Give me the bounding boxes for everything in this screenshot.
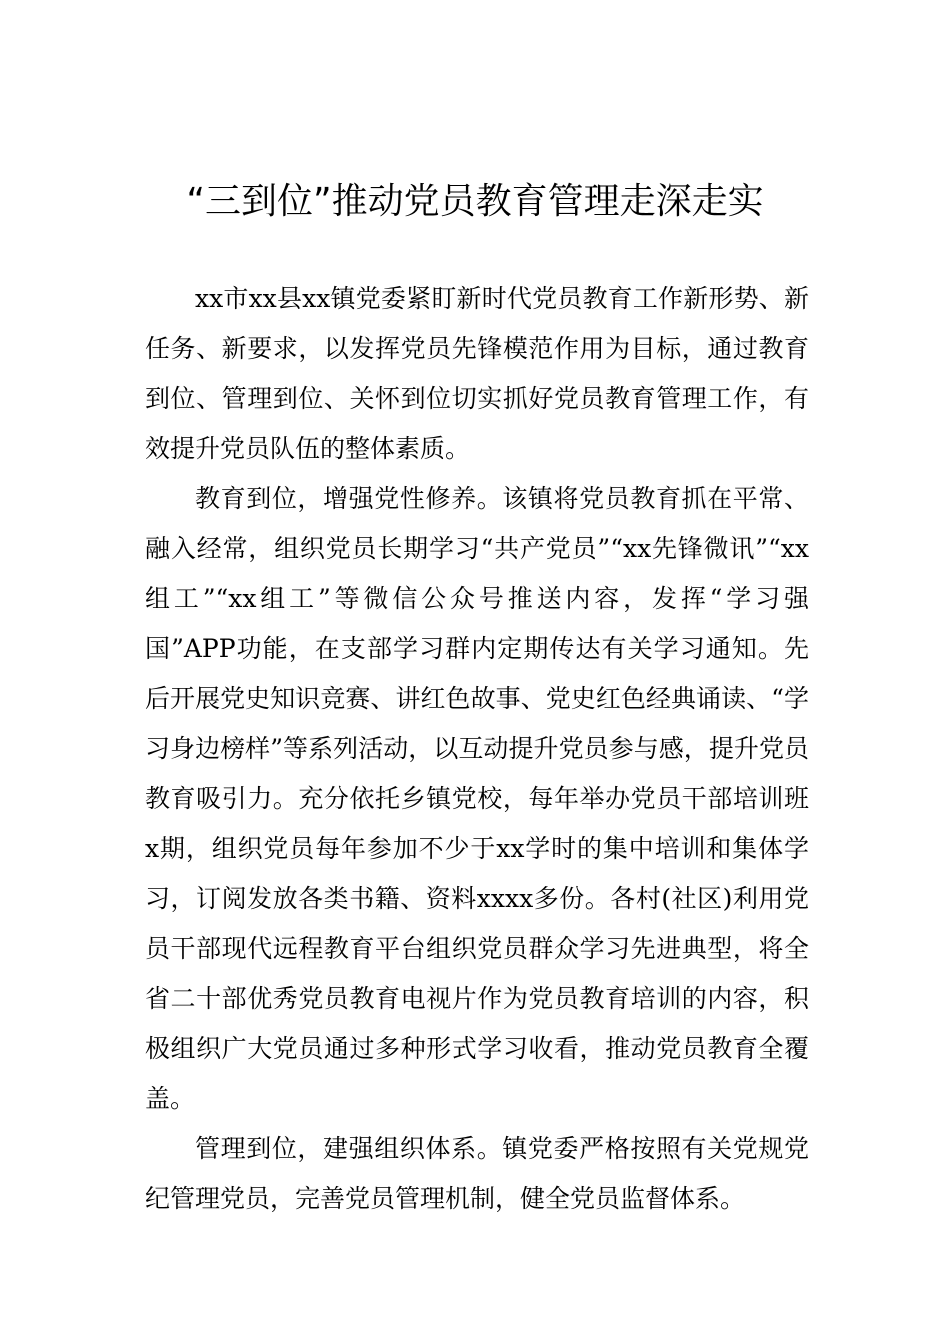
paragraph-intro: xx市xx县xx镇党委紧盯新时代党员教育工作新形势、新任务、新要求，以发挥党员先锋模范作用为目标，通过教育到位、管理到位、关怀到位切实抓好党员教育管理工作，有效提升党员队伍的整体素质。 (145, 284, 809, 463)
document-title: “三到位”推动党员教育管理走深走实 (186, 181, 764, 222)
document-body (145, 274, 809, 1224)
paragraph-education: 教育到位，增强党性修养。该镇将党员教育抓在平常、融入经常，组织党员长期学习“共产党员”“xx先锋微讯”“xx组工”“xx组工”等微信公众号推送内容，发挥“学习强国”APP功能，在支部学习群内定期传达有关学习通知。先后开展党史知识竞赛、讲红色故事、党史红色经典诵读、“学习身边榜样”等系列活动，以互动提升党员参与感，提升党员教育吸引力。充分依托乡镇党校，每年举办党员干部培训班x期，组织党员每年参加不少于xx学时的集中培训和集体学习，订阅发放各类书籍、资料xxxx多份。各村(社区)利用党员干部现代远程教育平台组织党员群众学习先进典型，将全省二十部优秀党员教育电视片作为党员教育培训的内容，积极组织广大党员通过多种形式学习收看，推动党员教育全覆盖。 (145, 484, 809, 1113)
paragraph-management: 管理到位，建强组织体系。镇党委严格按照有关党规党纪管理党员，完善党员管理机制，健全党员监督体系。 (145, 1134, 809, 1213)
